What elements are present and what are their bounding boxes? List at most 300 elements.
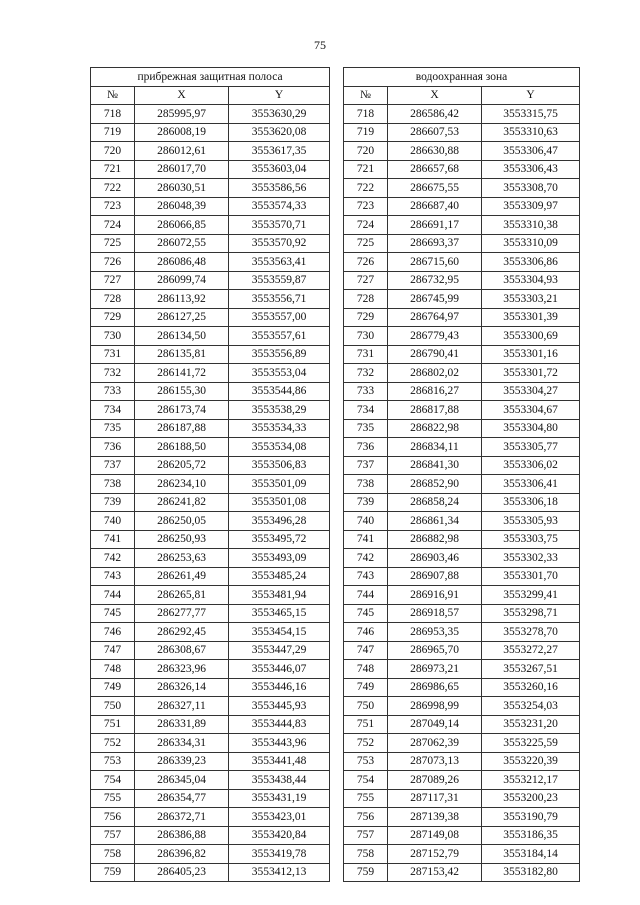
table-row bbox=[91, 826, 330, 845]
table-row bbox=[91, 290, 330, 309]
point-number-cell: 747 bbox=[344, 641, 388, 660]
point-number-cell: 718 bbox=[91, 105, 135, 124]
table-row bbox=[344, 549, 580, 568]
point-number-cell: 723 bbox=[91, 197, 135, 216]
point-number-cell: 742 bbox=[344, 549, 388, 568]
x-coordinate-cell: 286241,82 bbox=[135, 493, 229, 512]
table-row bbox=[91, 123, 330, 142]
x-coordinate-cell: 286790,41 bbox=[388, 345, 482, 364]
y-coordinate-cell: 3553454,15 bbox=[229, 623, 330, 642]
x-coordinate-cell: 286405,23 bbox=[135, 863, 229, 882]
y-coordinate-cell: 3553446,07 bbox=[229, 660, 330, 679]
x-coordinate-cell: 286250,93 bbox=[135, 530, 229, 549]
y-coordinate-cell: 3553586,56 bbox=[229, 179, 330, 198]
table-row bbox=[344, 179, 580, 198]
point-number-cell: 729 bbox=[91, 308, 135, 327]
y-coordinate-cell: 3553465,15 bbox=[229, 604, 330, 623]
point-number-cell: 754 bbox=[91, 771, 135, 790]
x-coordinate-cell: 286861,34 bbox=[388, 512, 482, 531]
point-number-cell: 721 bbox=[344, 160, 388, 179]
x-coordinate-cell: 286675,55 bbox=[388, 179, 482, 198]
table-row bbox=[91, 771, 330, 790]
y-coordinate-cell: 3553309,97 bbox=[482, 197, 580, 216]
point-number-cell: 733 bbox=[344, 382, 388, 401]
y-coordinate-cell: 3553443,96 bbox=[229, 734, 330, 753]
table-row bbox=[344, 715, 580, 734]
x-coordinate-cell: 286386,88 bbox=[135, 826, 229, 845]
x-coordinate-cell: 286030,51 bbox=[135, 179, 229, 198]
point-number-cell: 726 bbox=[91, 253, 135, 272]
y-coordinate-cell: 3553186,35 bbox=[482, 826, 580, 845]
x-coordinate-cell: 286858,24 bbox=[388, 493, 482, 512]
y-coordinate-cell: 3553304,27 bbox=[482, 382, 580, 401]
point-number-cell: 754 bbox=[344, 771, 388, 790]
table-title: водоохранная зона bbox=[344, 68, 580, 87]
x-coordinate-cell: 286308,67 bbox=[135, 641, 229, 660]
y-coordinate-cell: 3553310,38 bbox=[482, 216, 580, 235]
point-number-cell: 739 bbox=[344, 493, 388, 512]
x-coordinate-cell: 286339,23 bbox=[135, 752, 229, 771]
point-number-cell: 734 bbox=[344, 401, 388, 420]
point-number-cell: 735 bbox=[344, 419, 388, 438]
y-coordinate-cell: 3553570,92 bbox=[229, 234, 330, 253]
column-header-y: Y bbox=[482, 86, 580, 105]
point-number-cell: 719 bbox=[91, 123, 135, 142]
y-coordinate-cell: 3553225,59 bbox=[482, 734, 580, 753]
point-number-cell: 751 bbox=[91, 715, 135, 734]
y-coordinate-cell: 3553303,75 bbox=[482, 530, 580, 549]
x-coordinate-cell: 286250,05 bbox=[135, 512, 229, 531]
point-number-cell: 732 bbox=[344, 364, 388, 383]
x-coordinate-cell: 287117,31 bbox=[388, 789, 482, 808]
point-number-cell: 750 bbox=[344, 697, 388, 716]
y-coordinate-cell: 3553306,18 bbox=[482, 493, 580, 512]
point-number-cell: 738 bbox=[91, 475, 135, 494]
y-coordinate-cell: 3553553,04 bbox=[229, 364, 330, 383]
y-coordinate-cell: 3553272,27 bbox=[482, 641, 580, 660]
table-row bbox=[91, 271, 330, 290]
table-row bbox=[91, 734, 330, 753]
table-row bbox=[344, 567, 580, 586]
y-coordinate-cell: 3553267,51 bbox=[482, 660, 580, 679]
table-row bbox=[91, 623, 330, 642]
x-coordinate-cell: 287049,14 bbox=[388, 715, 482, 734]
table-row bbox=[344, 789, 580, 808]
y-coordinate-cell: 3553305,77 bbox=[482, 438, 580, 457]
point-number-cell: 722 bbox=[344, 179, 388, 198]
y-coordinate-cell: 3553310,09 bbox=[482, 234, 580, 253]
y-coordinate-cell: 3553306,41 bbox=[482, 475, 580, 494]
y-coordinate-cell: 3553182,80 bbox=[482, 863, 580, 882]
point-number-cell: 737 bbox=[91, 456, 135, 475]
y-coordinate-cell: 3553299,41 bbox=[482, 586, 580, 605]
y-coordinate-cell: 3553603,04 bbox=[229, 160, 330, 179]
point-number-cell: 718 bbox=[344, 105, 388, 124]
x-coordinate-cell: 286334,31 bbox=[135, 734, 229, 753]
table-row bbox=[344, 308, 580, 327]
point-number-cell: 732 bbox=[91, 364, 135, 383]
x-coordinate-cell: 286086,48 bbox=[135, 253, 229, 272]
table-row bbox=[91, 604, 330, 623]
table-row bbox=[91, 197, 330, 216]
point-number-cell: 752 bbox=[91, 734, 135, 753]
x-coordinate-cell: 286277,77 bbox=[135, 604, 229, 623]
y-coordinate-cell: 3553445,93 bbox=[229, 697, 330, 716]
point-number-cell: 745 bbox=[91, 604, 135, 623]
y-coordinate-cell: 3553220,39 bbox=[482, 752, 580, 771]
table-row bbox=[344, 604, 580, 623]
y-coordinate-cell: 3553563,41 bbox=[229, 253, 330, 272]
point-number-cell: 741 bbox=[344, 530, 388, 549]
page-number: 75 bbox=[314, 38, 326, 52]
table-row bbox=[91, 678, 330, 697]
table-row bbox=[91, 438, 330, 457]
table-row bbox=[344, 808, 580, 827]
y-coordinate-cell: 3553557,00 bbox=[229, 308, 330, 327]
x-coordinate-cell: 286234,10 bbox=[135, 475, 229, 494]
point-number-cell: 730 bbox=[91, 327, 135, 346]
table-row bbox=[91, 567, 330, 586]
table-row bbox=[91, 789, 330, 808]
x-coordinate-cell: 286715,60 bbox=[388, 253, 482, 272]
point-number-cell: 725 bbox=[344, 234, 388, 253]
x-coordinate-cell: 286326,14 bbox=[135, 678, 229, 697]
x-coordinate-cell: 286012,61 bbox=[135, 142, 229, 161]
table-row bbox=[91, 863, 330, 882]
y-coordinate-cell: 3553481,94 bbox=[229, 586, 330, 605]
x-coordinate-cell: 286253,63 bbox=[135, 549, 229, 568]
x-coordinate-cell: 286918,57 bbox=[388, 604, 482, 623]
table-row bbox=[344, 271, 580, 290]
y-coordinate-cell: 3553301,72 bbox=[482, 364, 580, 383]
y-coordinate-cell: 3553485,24 bbox=[229, 567, 330, 586]
x-coordinate-cell: 286916,91 bbox=[388, 586, 482, 605]
column-header-number: № bbox=[91, 86, 135, 105]
y-coordinate-cell: 3553559,87 bbox=[229, 271, 330, 290]
table-row bbox=[344, 456, 580, 475]
x-coordinate-cell: 286099,74 bbox=[135, 271, 229, 290]
table-row bbox=[91, 512, 330, 531]
table-row bbox=[91, 845, 330, 864]
x-coordinate-cell: 286817,88 bbox=[388, 401, 482, 420]
table-row bbox=[344, 845, 580, 864]
table-title: прибрежная защитная полоса bbox=[91, 68, 330, 87]
x-coordinate-cell: 286822,98 bbox=[388, 419, 482, 438]
y-coordinate-cell: 3553574,33 bbox=[229, 197, 330, 216]
y-coordinate-cell: 3553184,14 bbox=[482, 845, 580, 864]
y-coordinate-cell: 3553298,71 bbox=[482, 604, 580, 623]
x-coordinate-cell: 286327,11 bbox=[135, 697, 229, 716]
x-coordinate-cell: 286187,88 bbox=[135, 419, 229, 438]
point-number-cell: 730 bbox=[344, 327, 388, 346]
x-coordinate-cell: 286292,45 bbox=[135, 623, 229, 642]
table-row bbox=[91, 142, 330, 161]
table-row bbox=[344, 752, 580, 771]
y-coordinate-cell: 3553438,44 bbox=[229, 771, 330, 790]
table-row bbox=[91, 216, 330, 235]
point-number-cell: 748 bbox=[344, 660, 388, 679]
point-number-cell: 741 bbox=[91, 530, 135, 549]
point-number-cell: 748 bbox=[91, 660, 135, 679]
point-number-cell: 739 bbox=[91, 493, 135, 512]
x-coordinate-cell: 286986,65 bbox=[388, 678, 482, 697]
x-coordinate-cell: 286331,89 bbox=[135, 715, 229, 734]
point-number-cell: 724 bbox=[91, 216, 135, 235]
table-row bbox=[91, 382, 330, 401]
y-coordinate-cell: 3553431,19 bbox=[229, 789, 330, 808]
table-body bbox=[344, 105, 580, 882]
x-coordinate-cell: 286135,81 bbox=[135, 345, 229, 364]
point-number-cell: 723 bbox=[344, 197, 388, 216]
y-coordinate-cell: 3553305,93 bbox=[482, 512, 580, 531]
point-number-cell: 729 bbox=[344, 308, 388, 327]
y-coordinate-cell: 3553310,63 bbox=[482, 123, 580, 142]
y-coordinate-cell: 3553301,39 bbox=[482, 308, 580, 327]
y-coordinate-cell: 3553419,78 bbox=[229, 845, 330, 864]
point-number-cell: 728 bbox=[91, 290, 135, 309]
x-coordinate-cell: 286965,70 bbox=[388, 641, 482, 660]
point-number-cell: 745 bbox=[344, 604, 388, 623]
x-coordinate-cell: 286155,30 bbox=[135, 382, 229, 401]
x-coordinate-cell: 286017,70 bbox=[135, 160, 229, 179]
table-row bbox=[344, 771, 580, 790]
x-coordinate-cell: 286173,74 bbox=[135, 401, 229, 420]
x-coordinate-cell: 286732,95 bbox=[388, 271, 482, 290]
y-coordinate-cell: 3553304,93 bbox=[482, 271, 580, 290]
x-coordinate-cell: 286903,46 bbox=[388, 549, 482, 568]
x-coordinate-cell: 287073,13 bbox=[388, 752, 482, 771]
x-coordinate-cell: 286396,82 bbox=[135, 845, 229, 864]
y-coordinate-cell: 3553544,86 bbox=[229, 382, 330, 401]
x-coordinate-cell: 286072,55 bbox=[135, 234, 229, 253]
point-number-cell: 725 bbox=[91, 234, 135, 253]
y-coordinate-cell: 3553308,70 bbox=[482, 179, 580, 198]
table-row bbox=[344, 475, 580, 494]
table-row bbox=[91, 586, 330, 605]
table-row bbox=[344, 734, 580, 753]
table-row bbox=[91, 697, 330, 716]
x-coordinate-cell: 286372,71 bbox=[135, 808, 229, 827]
point-number-cell: 758 bbox=[91, 845, 135, 864]
x-coordinate-cell: 286953,35 bbox=[388, 623, 482, 642]
x-coordinate-cell: 286852,90 bbox=[388, 475, 482, 494]
x-coordinate-cell: 286205,72 bbox=[135, 456, 229, 475]
table-row bbox=[344, 530, 580, 549]
point-number-cell: 747 bbox=[91, 641, 135, 660]
table-row bbox=[344, 641, 580, 660]
x-coordinate-cell: 286265,81 bbox=[135, 586, 229, 605]
x-coordinate-cell: 287153,42 bbox=[388, 863, 482, 882]
table-row bbox=[344, 382, 580, 401]
table-row bbox=[91, 364, 330, 383]
table-row bbox=[91, 715, 330, 734]
y-coordinate-cell: 3553501,09 bbox=[229, 475, 330, 494]
table-row bbox=[91, 253, 330, 272]
table-row bbox=[344, 623, 580, 642]
x-coordinate-cell: 287152,79 bbox=[388, 845, 482, 864]
point-number-cell: 736 bbox=[91, 438, 135, 457]
x-coordinate-cell: 285995,97 bbox=[135, 105, 229, 124]
table-row bbox=[91, 808, 330, 827]
y-coordinate-cell: 3553301,16 bbox=[482, 345, 580, 364]
column-header-x: X bbox=[135, 86, 229, 105]
x-coordinate-cell: 286841,30 bbox=[388, 456, 482, 475]
point-number-cell: 720 bbox=[344, 142, 388, 161]
x-coordinate-cell: 286907,88 bbox=[388, 567, 482, 586]
y-coordinate-cell: 3553306,86 bbox=[482, 253, 580, 272]
x-coordinate-cell: 286693,37 bbox=[388, 234, 482, 253]
table-row bbox=[344, 512, 580, 531]
x-coordinate-cell: 286323,96 bbox=[135, 660, 229, 679]
point-number-cell: 755 bbox=[344, 789, 388, 808]
point-number-cell: 727 bbox=[91, 271, 135, 290]
point-number-cell: 738 bbox=[344, 475, 388, 494]
table-row bbox=[344, 826, 580, 845]
table-row bbox=[344, 123, 580, 142]
point-number-cell: 721 bbox=[91, 160, 135, 179]
y-coordinate-cell: 3553495,72 bbox=[229, 530, 330, 549]
x-coordinate-cell: 286607,53 bbox=[388, 123, 482, 142]
y-coordinate-cell: 3553630,29 bbox=[229, 105, 330, 124]
x-coordinate-cell: 286188,50 bbox=[135, 438, 229, 457]
point-number-cell: 750 bbox=[91, 697, 135, 716]
x-coordinate-cell: 286834,11 bbox=[388, 438, 482, 457]
x-coordinate-cell: 286691,17 bbox=[388, 216, 482, 235]
y-coordinate-cell: 3553304,67 bbox=[482, 401, 580, 420]
point-number-cell: 756 bbox=[91, 808, 135, 827]
y-coordinate-cell: 3553534,33 bbox=[229, 419, 330, 438]
y-coordinate-cell: 3553538,29 bbox=[229, 401, 330, 420]
table-row bbox=[344, 660, 580, 679]
y-coordinate-cell: 3553620,08 bbox=[229, 123, 330, 142]
table-row bbox=[344, 197, 580, 216]
x-coordinate-cell: 286345,04 bbox=[135, 771, 229, 790]
table-row bbox=[344, 493, 580, 512]
point-number-cell: 740 bbox=[344, 512, 388, 531]
point-number-cell: 735 bbox=[91, 419, 135, 438]
y-coordinate-cell: 3553446,16 bbox=[229, 678, 330, 697]
y-coordinate-cell: 3553441,48 bbox=[229, 752, 330, 771]
table-row bbox=[91, 345, 330, 364]
point-number-cell: 756 bbox=[344, 808, 388, 827]
y-coordinate-cell: 3553254,03 bbox=[482, 697, 580, 716]
point-number-cell: 753 bbox=[344, 752, 388, 771]
y-coordinate-cell: 3553306,02 bbox=[482, 456, 580, 475]
y-coordinate-cell: 3553570,71 bbox=[229, 216, 330, 235]
table-row bbox=[91, 179, 330, 198]
x-coordinate-cell: 286816,27 bbox=[388, 382, 482, 401]
table-row bbox=[344, 290, 580, 309]
table-row bbox=[344, 234, 580, 253]
y-coordinate-cell: 3553423,01 bbox=[229, 808, 330, 827]
point-number-cell: 753 bbox=[91, 752, 135, 771]
point-number-cell: 726 bbox=[344, 253, 388, 272]
y-coordinate-cell: 3553190,79 bbox=[482, 808, 580, 827]
table-row bbox=[91, 327, 330, 346]
point-number-cell: 728 bbox=[344, 290, 388, 309]
point-number-cell: 749 bbox=[91, 678, 135, 697]
point-number-cell: 724 bbox=[344, 216, 388, 235]
y-coordinate-cell: 3553501,08 bbox=[229, 493, 330, 512]
point-number-cell: 731 bbox=[91, 345, 135, 364]
x-coordinate-cell: 286687,40 bbox=[388, 197, 482, 216]
y-coordinate-cell: 3553306,47 bbox=[482, 142, 580, 161]
column-header-number: № bbox=[344, 86, 388, 105]
y-coordinate-cell: 3553496,28 bbox=[229, 512, 330, 531]
y-coordinate-cell: 3553260,16 bbox=[482, 678, 580, 697]
table-row bbox=[344, 678, 580, 697]
x-coordinate-cell: 286127,25 bbox=[135, 308, 229, 327]
y-coordinate-cell: 3553557,61 bbox=[229, 327, 330, 346]
coordinates-table-coastal-strip bbox=[90, 67, 330, 882]
point-number-cell: 742 bbox=[91, 549, 135, 568]
table-row bbox=[91, 530, 330, 549]
x-coordinate-cell: 286354,77 bbox=[135, 789, 229, 808]
table-row bbox=[91, 105, 330, 124]
table-row bbox=[91, 752, 330, 771]
x-coordinate-cell: 286973,21 bbox=[388, 660, 482, 679]
point-number-cell: 720 bbox=[91, 142, 135, 161]
point-number-cell: 727 bbox=[344, 271, 388, 290]
y-coordinate-cell: 3553306,43 bbox=[482, 160, 580, 179]
point-number-cell: 744 bbox=[344, 586, 388, 605]
table-row bbox=[91, 401, 330, 420]
table-row bbox=[344, 142, 580, 161]
x-coordinate-cell: 286066,85 bbox=[135, 216, 229, 235]
y-coordinate-cell: 3553303,21 bbox=[482, 290, 580, 309]
x-coordinate-cell: 287062,39 bbox=[388, 734, 482, 753]
y-coordinate-cell: 3553200,23 bbox=[482, 789, 580, 808]
x-coordinate-cell: 286882,98 bbox=[388, 530, 482, 549]
y-coordinate-cell: 3553447,29 bbox=[229, 641, 330, 660]
table-row bbox=[91, 475, 330, 494]
x-coordinate-cell: 286764,97 bbox=[388, 308, 482, 327]
table-row bbox=[91, 234, 330, 253]
point-number-cell: 746 bbox=[344, 623, 388, 642]
table-row bbox=[91, 549, 330, 568]
x-coordinate-cell: 286141,72 bbox=[135, 364, 229, 383]
table-row bbox=[91, 493, 330, 512]
point-number-cell: 744 bbox=[91, 586, 135, 605]
point-number-cell: 755 bbox=[91, 789, 135, 808]
x-coordinate-cell: 286998,99 bbox=[388, 697, 482, 716]
y-coordinate-cell: 3553278,70 bbox=[482, 623, 580, 642]
x-coordinate-cell: 286657,68 bbox=[388, 160, 482, 179]
y-coordinate-cell: 3553556,71 bbox=[229, 290, 330, 309]
table-row bbox=[91, 660, 330, 679]
y-coordinate-cell: 3553556,89 bbox=[229, 345, 330, 364]
table-row bbox=[344, 364, 580, 383]
x-coordinate-cell: 286586,42 bbox=[388, 105, 482, 124]
table-row bbox=[344, 419, 580, 438]
y-coordinate-cell: 3553302,33 bbox=[482, 549, 580, 568]
point-number-cell: 758 bbox=[344, 845, 388, 864]
x-coordinate-cell: 287089,26 bbox=[388, 771, 482, 790]
y-coordinate-cell: 3553412,13 bbox=[229, 863, 330, 882]
point-number-cell: 722 bbox=[91, 179, 135, 198]
point-number-cell: 757 bbox=[344, 826, 388, 845]
x-coordinate-cell: 286048,39 bbox=[135, 197, 229, 216]
point-number-cell: 743 bbox=[344, 567, 388, 586]
table-row bbox=[91, 160, 330, 179]
y-coordinate-cell: 3553212,17 bbox=[482, 771, 580, 790]
x-coordinate-cell: 286802,02 bbox=[388, 364, 482, 383]
coordinates-table-water-protection-zone bbox=[343, 67, 580, 882]
table-row bbox=[91, 419, 330, 438]
y-coordinate-cell: 3553304,80 bbox=[482, 419, 580, 438]
point-number-cell: 749 bbox=[344, 678, 388, 697]
table-row bbox=[344, 438, 580, 457]
